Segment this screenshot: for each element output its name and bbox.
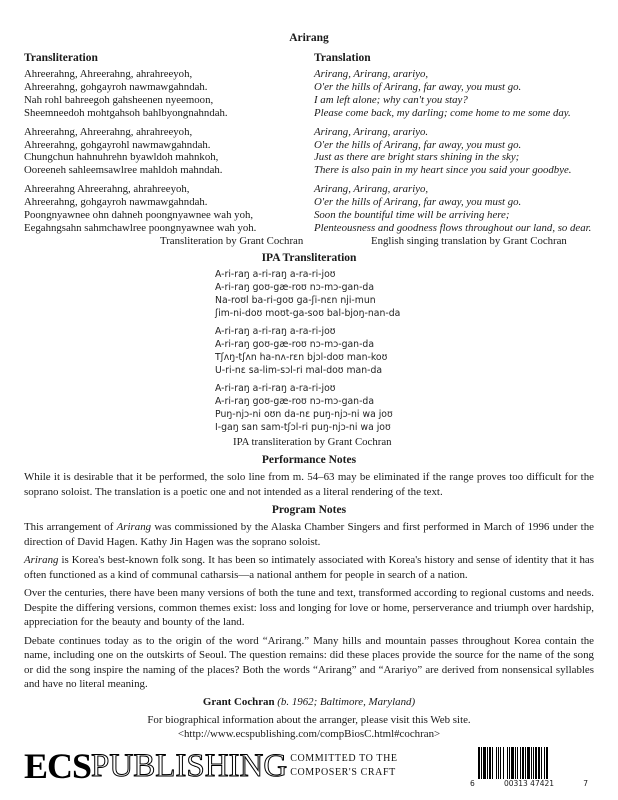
stanza — [215, 325, 594, 377]
stanza — [215, 268, 594, 320]
lyric-line: Arirang, Arirang, arariyo. — [314, 125, 429, 138]
logo-ecs: ECS — [24, 746, 92, 786]
lyric-line: A-ri-raŋ a-ri-raŋ a-ra-ri-joʊ — [215, 269, 336, 280]
program-notes-paragraph: Over the centuries, there have been many versions of both the tune and text, transformed according to regional customs and needs. Despite the differing versions, common themes exist: loss and longing for love or home, perserverance and triumph over hardship, appreciation for the beauty and bounty of the land. — [24, 587, 594, 628]
song-title: Arirang — [116, 521, 152, 533]
text: was commissioned by the Alaska Chamber Singers and first performed in March of 1996 under the direction of David Hagen. Kathy Jin Hagen was the soprano soloist. — [24, 521, 594, 548]
text: is Korea's best-known folk song. It has been so intimately associated with Korea's history and sense of identity that it has often functioned as a kind of communal catharsis—a national anthem for people in search of a nation. — [24, 554, 594, 581]
lyric-line: ʃim-ni-doʊ moʊt-ga-soʊ bal-bjoŋ-nan-da — [215, 308, 401, 319]
stanza — [24, 68, 309, 120]
lyric-line: A-ri-raŋ goʊ-gæ-roʊ nɔ-mɔ-gan-da — [215, 339, 375, 350]
barcode-digit: 6 — [470, 779, 475, 788]
barcode-bars — [478, 747, 588, 779]
logo-publishing: PUBLISHING — [91, 748, 288, 784]
lyric-line: Ahreerahng, gohgayroh nawmawgahndah. — [24, 196, 208, 209]
stanza — [24, 183, 309, 235]
stanza — [314, 183, 614, 235]
lyric-line: Just as there are bright stars shining in the sky; — [314, 151, 520, 164]
program-notes-paragraph — [24, 553, 594, 582]
lyric-line: There is also pain in my heart since you said your goodbye. — [314, 164, 572, 177]
lyric-line: A-ri-raŋ goʊ-gæ-roʊ nɔ-mɔ-gan-da — [215, 396, 375, 407]
lyric-line: Ooreeneh sahleemsawlree mahldoh mahndah. — [24, 164, 223, 177]
program-notes-paragraph — [24, 520, 594, 549]
stanza — [314, 68, 614, 120]
barcode — [470, 747, 588, 788]
tagline-line: COMMITTED TO THE — [290, 753, 398, 764]
lyric-line: I-gaŋ san sam-tʃɔl-ri puŋ-njɔ-ni wa joʊ — [215, 422, 391, 433]
tagline-line: COMPOSER'S CRAFT — [290, 767, 396, 778]
ipa-credit: IPA transliteration by Grant Cochran — [233, 436, 392, 448]
lyric-line: Eegahngsahn sahmchawlree poongnyawnee wah yoh. — [24, 221, 257, 234]
lyric-line: Puŋ-njɔ-ni oʊn da-nɛ puŋ-njɔ-ni wa joʊ — [215, 409, 393, 420]
bio-link[interactable]: <http://www.ecspublishing.com/compBiosC.html#cochran> — [177, 727, 441, 740]
lyric-line: A-ri-raŋ a-ri-raŋ a-ra-ri-joʊ — [215, 326, 336, 337]
performance-notes-text: While it is desirable that it be performed, the solo line from m. 54–63 may be eliminated if the range proves too difficult for the soprano soloist. The translation is a poetic one and not intended as a literal rendering of the text. — [24, 471, 594, 498]
lyric-line: O'er the hills of Arirang, far away, you must go. — [314, 196, 522, 209]
lyric-line: I am left alone; why can't you stay? — [314, 93, 468, 106]
barcode-digits — [470, 779, 588, 788]
lower-content — [24, 251, 594, 741]
lyric-line: Ahreerahng Ahreerahng, ahrahreeyoh, — [24, 183, 190, 196]
lyric-line: U-ri-nɛ sa-lim-sɔl-ri mal-doʊ man-da — [215, 365, 383, 376]
performance-notes-heading: Performance Notes — [261, 454, 357, 466]
transliteration-column — [24, 52, 309, 235]
lyric-line: Ahreerahng, Ahreerahng, ahrahreeyoh, — [24, 125, 193, 138]
stanza — [314, 126, 614, 178]
lyric-line: Chungchun hahnuhrehn byawldoh mahnkoh, — [24, 151, 219, 164]
barcode-digit: 7 — [583, 779, 588, 788]
lyric-line: Ahreerahng, Ahreerahng, ahrahreeyoh, — [24, 68, 193, 80]
transliteration-lyrics — [24, 68, 309, 235]
program-notes-paragraph: Debate continues today as to the origin of the word “Arirang.” Many hills and mountain passes throughout Korea contain the name, including one on the outskirts of Seoul. The question remains: did these places provide the source for the name of the song or did the song inspire the naming of the places? Both the words “Arirang” and “Arariyo” are derived from nonsensical syllables and have no literal meaning. — [24, 634, 594, 690]
song-title: Arirang — [24, 554, 59, 566]
ipa-heading: IPA Transliteration — [261, 252, 357, 264]
transliteration-heading: Transliteration — [24, 52, 98, 64]
lyric-line: A-ri-raŋ goʊ-gæ-roʊ nɔ-mɔ-gan-da — [215, 282, 375, 293]
composer-name: Grant Cochran — [202, 695, 275, 708]
translation-column — [314, 52, 614, 235]
lyric-line: Ahreerahng, gohgayroh nawmawgahndah. — [24, 80, 208, 93]
lyric-line: Sheemneedoh mohtgahsoh bahlbyongnahndah. — [24, 106, 228, 119]
translation-lyrics — [314, 68, 614, 235]
lyric-line: A-ri-raŋ a-ri-raŋ a-ra-ri-joʊ — [215, 383, 336, 394]
ecs-publishing-logo — [24, 746, 398, 786]
lyric-line: Soon the bountiful time will be arriving here; — [314, 209, 510, 222]
lyric-line: Arirang, Arirang, arariyo, — [314, 183, 429, 196]
lyric-line: Tʃʌŋ-tʃʌn ha-nʌ-rɛn bjɔl-doʊ man-koʊ — [215, 352, 388, 363]
composer-details: (b. 1962; Baltimore, Maryland) — [277, 695, 416, 708]
lyric-line: O'er the hills of Arirang, far away, you must go. — [314, 80, 522, 93]
stanza — [215, 382, 594, 434]
translation-credit: English singing translation by Grant Cochran — [371, 235, 567, 247]
lyric-line: Poongnyawnee ohn dahneh poongnyawnee wah yoh, — [24, 209, 254, 222]
composer-line — [24, 696, 594, 710]
page-title: Arirang — [289, 32, 329, 44]
text: This arrangement of — [24, 521, 117, 533]
bio-line: For biographical information about the arranger, please visit this Web site. — [147, 714, 471, 726]
barcode-bar — [546, 747, 548, 779]
transliteration-credit: Transliteration by Grant Cochran — [160, 235, 304, 247]
lyric-line: Arirang, Arirang, arariyo, — [314, 68, 429, 80]
stanza — [24, 126, 309, 178]
lyric-line: Plenteousness and goodness flows throughout our land, so dear. — [314, 221, 592, 234]
ipa-lyrics — [215, 268, 594, 434]
logo-tagline — [290, 752, 397, 780]
lyric-line: Please come back, my darling; come home to me some day. — [314, 106, 571, 119]
barcode-digit: 00313 47421 — [503, 779, 555, 788]
lyric-line: O'er the hills of Arirang, far away, you must go. — [314, 138, 522, 151]
lyric-line: Ahreerahng, gohgayrohl nawmawgahndah. — [24, 138, 211, 151]
translation-heading: Translation — [314, 52, 371, 64]
lyric-line: Na-roʊl ba-ri-goʊ ga-ʃi-nɛn nji-mun — [215, 295, 376, 306]
lyric-line: Nah rohl bahreegoh gahsheenen nyeemoon, — [24, 93, 214, 106]
program-notes-heading: Program Notes — [271, 504, 347, 516]
